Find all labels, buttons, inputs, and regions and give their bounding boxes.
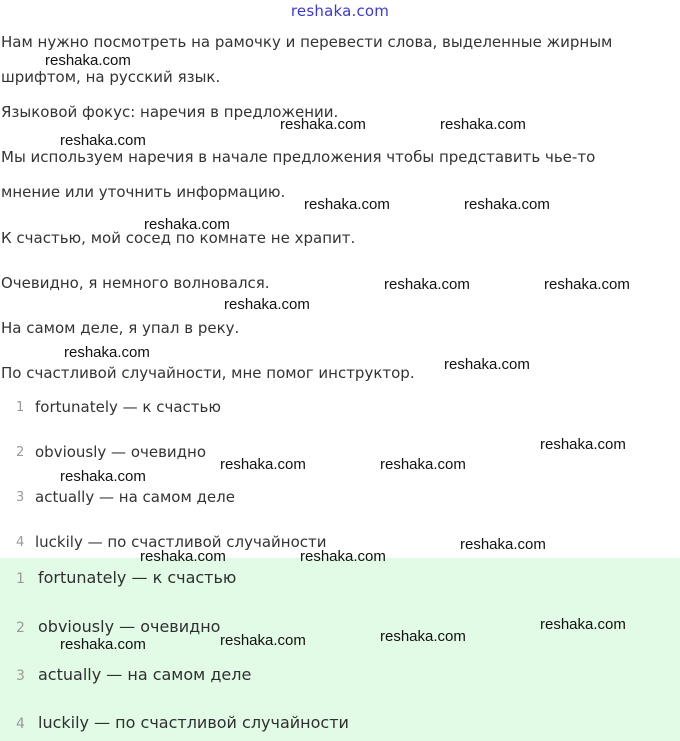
answer-item-number: 3 [16,668,25,684]
answer-item: fortunately — к счастью [38,568,237,587]
paragraph-line-1: Нам нужно посмотреть на рамочку и перевести слова, выделенные жирным [1,33,613,51]
paragraph-line-5: мнение или уточнить информацию. [1,183,286,201]
example-sentence-1: К счастью, мой сосед по комнате не храпит. [1,229,356,247]
watermark: reshaka.com [140,548,226,565]
watermark: reshaka.com [380,628,466,645]
watermark: reshaka.com [220,632,306,649]
watermark: reshaka.com [144,216,230,233]
answer-item: luckily — по счастливой случайности [38,713,349,732]
answer-item: actually — на самом деле [38,665,252,684]
example-sentence-2: Очевидно, я немного волновался. [1,274,270,292]
watermark: reshaka.com [384,276,470,293]
list-item: luckily — по счастливой случайности [35,533,327,551]
watermark: reshaka.com [60,636,146,653]
watermark: reshaka.com [464,196,550,213]
example-sentence-4: По счастливой случайности, мне помог инструктор. [1,364,415,382]
watermark: reshaka.com [380,456,466,473]
answer-item: obviously — очевидно [38,617,221,636]
watermark: reshaka.com [540,436,626,453]
list-item-number: 3 [16,490,25,505]
watermark: reshaka.com [460,536,546,553]
list-item-number: 2 [16,445,25,460]
answer-item-number: 2 [16,620,25,636]
watermark: reshaka.com [280,116,366,133]
watermark: reshaka.com [220,456,306,473]
paragraph-line-2: шрифтом, на русский язык. [1,68,221,86]
list-item: actually — на самом деле [35,488,235,506]
list-item-number: 1 [16,400,25,415]
watermark: reshaka.com [45,52,131,69]
list-item: obviously — очевидно [35,443,207,461]
watermark: reshaka.com [64,344,150,361]
watermark: reshaka.com [444,356,530,373]
paragraph-line-4: Мы используем наречия в начале предложения чтобы представить чье-то [1,148,596,166]
answer-item-number: 4 [16,716,25,732]
example-sentence-3: На самом деле, я упал в реку. [1,319,240,337]
site-header-link[interactable]: reshaka.com [290,2,390,20]
language-focus-heading: Языковой фокус: наречия в предложении. [1,103,339,121]
list-item: fortunately — к счастью [35,398,221,416]
list-item-number: 4 [16,535,25,550]
watermark: reshaka.com [544,276,630,293]
watermark: reshaka.com [304,196,390,213]
answer-item-number: 1 [16,571,25,587]
watermark: reshaka.com [540,616,626,633]
watermark: reshaka.com [300,548,386,565]
watermark: reshaka.com [440,116,526,133]
watermark: reshaka.com [60,468,146,485]
watermark: reshaka.com [60,132,146,149]
watermark: reshaka.com [224,296,310,313]
